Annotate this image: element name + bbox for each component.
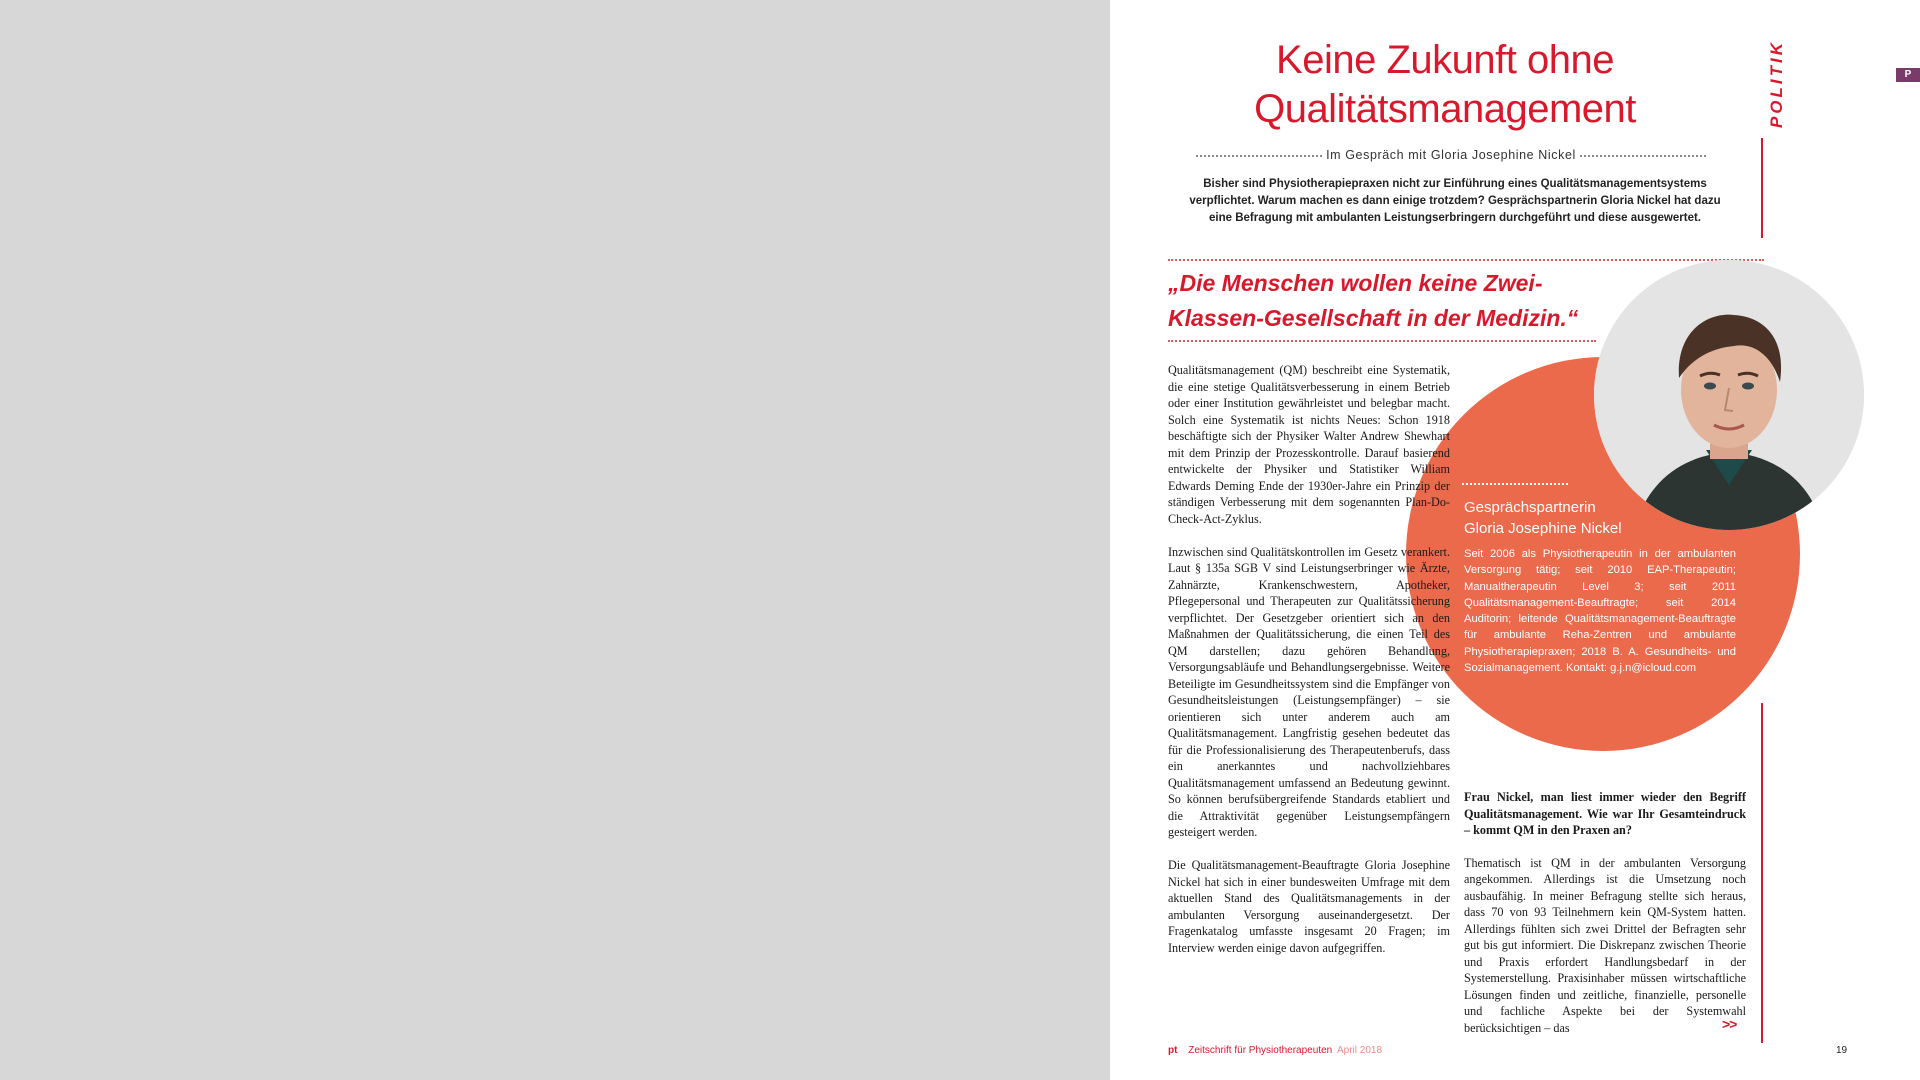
title-line-2: Qualitätsmanagement — [1254, 87, 1636, 131]
body-paragraph: Qualitätsmanagement (QM) beschreibt eine Systematik, die eine stetige Qualitätsverbesserung in einem Betrieb oder einer Institution gewährleistet und belegbar macht. Solch eine Systematik ist nichts Neues: Schon 1918 beschäftigte sich der Physiker Walter Andrew Shewhart mit dem Prinzip der Prozesskontrolle. Darauf basierend entwickelte der Physiker und Statistiker William Edwards Deming Ende der 1930er-Jahre ein Prinzip der ständigen Verbesserung mit dem sogenannten Plan-Do-Check-Act-Zyklus. — [1168, 363, 1450, 526]
body-column-right — [1464, 789, 1746, 1053]
body-column-left — [1168, 362, 1450, 973]
byline-dots-right — [1580, 155, 1706, 157]
bio-heading-line-1: Gesprächspartnerin — [1464, 499, 1596, 516]
section-label: POLITIK — [1767, 39, 1786, 129]
footer-date: April 2018 — [1336, 1045, 1383, 1056]
quote-rule-bottom — [1168, 340, 1596, 342]
corner-tag: P — [1896, 68, 1920, 82]
byline-text: Im Gespräch mit Gloria Josephine Nickel — [1326, 148, 1576, 162]
magazine-page — [1110, 0, 1920, 1080]
byline-dots-left — [1196, 155, 1322, 157]
footer-publication: Zeitschrift für Physiotherapeuten — [1188, 1045, 1333, 1056]
section-rule-top — [1761, 138, 1763, 238]
pull-quote: „Die Menschen wollen keine Zwei-Klassen-Gesellschaft in der Medizin.“ — [1168, 270, 1579, 331]
footer-brand: pt — [1168, 1045, 1178, 1056]
portrait-photo — [1594, 260, 1864, 530]
continue-arrow-icon: >> — [1722, 1016, 1737, 1032]
article-title — [1210, 36, 1680, 134]
interview-question: Frau Nickel, man liest immer wieder den Begriff Qualitätsmanagement. Wie war Ihr Gesamteindruck – kommt QM in den Praxen an? — [1464, 790, 1746, 837]
page-number: 19 — [1836, 1045, 1848, 1056]
bio-text: Seit 2006 als Physiotherapeutin in der ambulanten Versorgung tätig; seit 2010 EAP-Therapeutin; Manualtherapeutin Level 3; seit 2011 Qualitätsmanagement-Beauftragte; seit 2014 Auditorin; leitende Qualitätsmanagement-Beauftragte für ambulante Reha-Zentren und ambulante Physiotherapiepraxen; 2018 B. A. Gesundheits- und Sozialmanagement. Kontakt: g.j.n@icloud.com — [1464, 548, 1736, 675]
section-rule-bottom — [1761, 703, 1763, 1043]
body-paragraph: Inzwischen sind Qualitätskontrollen im Gesetz verankert. Laut § 135a SGB V sind Leistungserbringer wie Ärzte, Zahnärzte, Krankenschwestern, Apotheker, Pflegepersonal und Therapeuten zur Qualitätssicherung verpflichtet. Der Gesetzgeber orientiert sich an den Maßnahmen der Qualitätssicherung, die einen Teil des QM darstellen; dazu gehören Behandlung, Versorgungsabläufe und Behandlungsergebnisse. Weitere Beteiligte im Gesundheitssystem sind die Empfänger von Gesundheitsleistungen (Leistungsempfänger) – sie orientieren sich unter anderem auch am Qualitätsmanagement. Langfristig gesehen bedeutet das für die Professionalisierung des Therapeutenberufs, dass ein anerkanntes und nachvollziehbares Qualitätsmanagement umfassend an Bedeutung gewinnt. So können berufsübergreifende Standards etabliert und die Attraktivität gegenüber Leistungsempfängern gesteigert werden. — [1168, 544, 1450, 839]
quote-rule-top — [1168, 259, 1764, 261]
interview-answer: Thematisch ist QM in der ambulanten Versorgung angekommen. Allerdings ist die Umsetzung noch ausbaufähig. In meiner Befragung stellte sich heraus, dass 70 von 93 Teilnehmern kein QM-System hatten. Allerdings fühlten sich zwei Drittel der Befragten sehr gut bis gut informiert. Die Diskrepanz zwischen Theorie und Praxis erfordert Handlungsbedarf in der Systemerstellung. Praxisinhaber müssen wirtschaftliche Lösungen finden und zeitliche, finanzielle, personelle und fachliche Aspekte bei der Systemwahl berücksichtigen – das — [1464, 855, 1746, 1035]
bio-divider — [1462, 483, 1568, 485]
body-paragraph: Die Qualitätsmanagement-Beauftragte Gloria Josephine Nickel hat sich in einer bundesweiten Umfrage mit dem aktuellen Stand des Qualitätsmanagements in der ambulanten Versorgung auseinandergesetzt. Der Fragenkatalog umfasste insgesamt 20 Fragen; im Interview werden einige davon aufgegriffen. — [1168, 858, 1450, 955]
portrait-illustration — [1594, 260, 1864, 530]
title-line-1: Keine Zukunft ohne — [1276, 38, 1614, 82]
bio-heading-line-2: Gloria Josephine Nickel — [1464, 520, 1622, 537]
byline — [1196, 148, 1706, 162]
article-intro: Bisher sind Physiotherapiepraxen nicht zur Einführung eines Qualitätsmanagementsystems verpflichtet. Warum machen es dann einige trotzdem? Gesprächspartnerin Gloria Nickel hat dazu eine Befragung mit ambulanten Leistungserbringern durchgeführt und diese ausgewertet. — [1189, 178, 1721, 224]
page-footer — [1168, 1045, 1768, 1056]
